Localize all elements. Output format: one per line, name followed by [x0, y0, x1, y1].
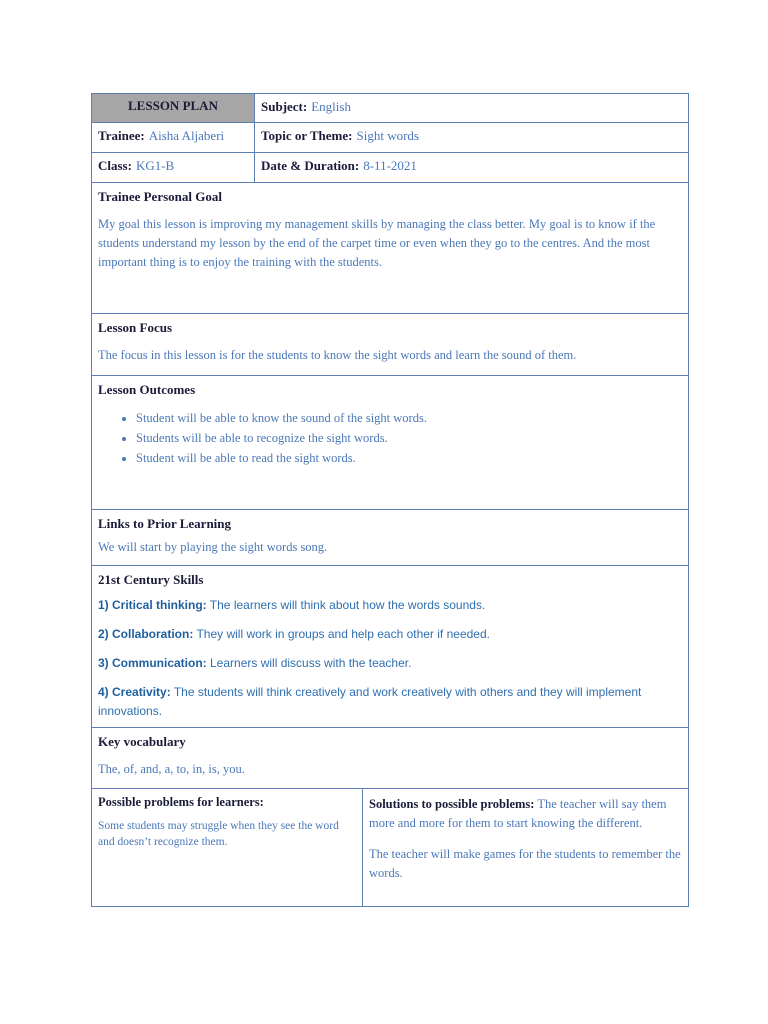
solutions-title: Solutions to possible problems:: [369, 797, 535, 811]
problems-title: Possible problems for learners:: [98, 795, 264, 809]
class-label: Class:: [98, 158, 132, 173]
lesson-outcomes-cell: [92, 376, 688, 509]
problems-solutions-row: [91, 789, 689, 907]
prior-learning-row: [91, 510, 689, 566]
prior-learning-title: Links to Prior Learning: [98, 516, 232, 531]
lesson-focus-cell: [92, 314, 688, 375]
personal-goal-text: My goal this lesson is improving my management skills by managing the class better. My goal is to know if the students understand my lesson by the end of the carpet time or even when they go to the centres. And the most important thing is to enjoy the training with the students.: [98, 217, 656, 269]
solutions-paragraph-1: [369, 795, 682, 833]
vocabulary-title: Key vocabulary: [98, 734, 186, 749]
date-value: 8-11-2021: [363, 158, 417, 173]
list-item: • Student will be able to know the sound of the sight words.: [136, 408, 682, 428]
lesson-focus-title: Lesson Focus: [98, 320, 173, 335]
lesson-focus-row: [91, 314, 689, 376]
skill-text: The learners will think about how the words sounds.: [206, 598, 486, 612]
date-cell: [254, 153, 688, 182]
prior-learning-text: We will start by playing the sight words song.: [98, 540, 328, 554]
topic-cell: [254, 123, 688, 152]
list-item: • Student will be able to read the sight words.: [136, 448, 682, 468]
date-label: Date & Duration:: [261, 158, 360, 173]
skill-text: They will work in groups and help each other if needed.: [193, 627, 490, 641]
personal-goal-title: Trainee Personal Goal: [98, 189, 222, 204]
skill-critical-thinking: [98, 596, 682, 615]
prior-learning-cell: [92, 510, 688, 565]
personal-goal-cell: [92, 183, 688, 313]
lesson-plan-heading: LESSON PLAN: [92, 94, 254, 122]
list-item: • Students will be able to recognize the sight words.: [136, 428, 682, 448]
trainee-label: Trainee:: [98, 128, 145, 143]
skill-label: 1) Critical thinking:: [98, 598, 207, 612]
outcomes-list: [98, 408, 682, 468]
skill-label: 4) Creativity:: [98, 685, 171, 699]
skill-text: Learners will discuss with the teacher.: [206, 656, 412, 670]
skills-title: 21st Century Skills: [98, 572, 204, 587]
subject-value: English: [311, 99, 351, 114]
vocabulary-row: [91, 728, 689, 789]
skill-text: The students will think creatively and work creatively with others and they will implement innovations.: [98, 685, 642, 718]
lesson-focus-text: The focus in this lesson is for the students to know the sight words and learn the sound of them.: [98, 348, 577, 362]
lesson-plan-table: [91, 93, 689, 907]
header-row-subject: [91, 93, 689, 123]
skills-cell: [92, 566, 688, 727]
vocabulary-cell: [92, 728, 688, 788]
skill-label: 3) Communication:: [98, 656, 207, 670]
topic-label: Topic or Theme:: [261, 128, 353, 143]
vocabulary-text: The, of, and, a, to, in, is, you.: [98, 762, 245, 776]
topic-value: Sight words: [356, 128, 419, 143]
trainee-value: Aisha Aljaberi: [148, 128, 225, 143]
subject-label: Subject:: [261, 99, 308, 114]
skill-creativity: [98, 683, 682, 721]
skill-collaboration: [98, 625, 682, 644]
header-row-class: [91, 153, 689, 183]
trainee-cell: [92, 123, 254, 152]
solutions-text-1: The teacher will say them more and more for them to start knowing the different.: [369, 797, 667, 830]
skill-communication: [98, 654, 682, 673]
header-row-trainee: [91, 123, 689, 153]
skill-label: 2) Collaboration:: [98, 627, 194, 641]
skills-row: [91, 566, 689, 728]
problems-text: Some students may struggle when they see the word and doesn’t recognize them.: [98, 820, 339, 848]
solutions-text-2: The teacher will make games for the students to remember the words.: [369, 847, 681, 880]
subject-cell: [254, 94, 688, 122]
lesson-outcomes-title: Lesson Outcomes: [98, 382, 196, 397]
class-cell: [92, 153, 254, 182]
solutions-cell: [362, 789, 688, 906]
personal-goal-row: [91, 183, 689, 314]
problems-cell: [92, 789, 362, 906]
lesson-outcomes-row: [91, 376, 689, 510]
class-value: KG1-B: [135, 158, 175, 173]
